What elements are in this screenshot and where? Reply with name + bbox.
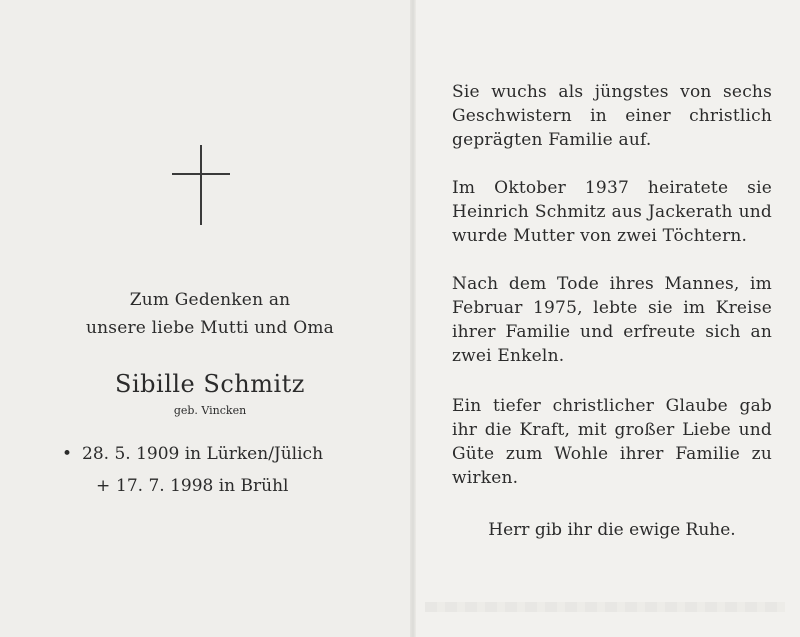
deceased-name: Sibille Schmitz [115,370,305,398]
dedication-line-2: unsere liebe Mutti und Oma [86,318,334,338]
birth-line [62,444,323,464]
birth-symbol: • [62,444,73,464]
print-smudge [425,602,785,612]
death-line [96,476,288,496]
birth-date: 28. 5. 1909 in Lürken/Jülich [82,444,324,464]
card-fold [410,0,416,637]
dedication-line-1: Zum Gedenken an [129,290,291,310]
paragraph-1: Sie wuchs als jüngstes von sechs Geschwistern in einer christlich geprägten Familie auf. [452,82,772,150]
closing-line: Herr gib ihr die ewige Ruhe. [488,520,736,540]
maiden-name: geb. Vincken [173,404,247,417]
paragraph-4: Ein tiefer christlicher Glaube gab ihr die Kraft, mit großer Liebe und Güte zum Wohle ihrer Familie zu wirken. [452,396,772,488]
cross-icon [172,145,230,225]
paragraph-3: Nach dem Tode ihres Mannes, im Februar 1975, lebte sie im Kreise ihrer Familie und erfreute sich an zwei Enkeln. [452,274,772,366]
death-symbol: + [96,476,111,496]
death-date: 17. 7. 1998 in Brühl [116,476,289,496]
paragraph-2: Im Oktober 1937 heiratete sie Heinrich Schmitz aus Jackerath und wurde Mutter von zwei Töchtern. [452,178,772,246]
